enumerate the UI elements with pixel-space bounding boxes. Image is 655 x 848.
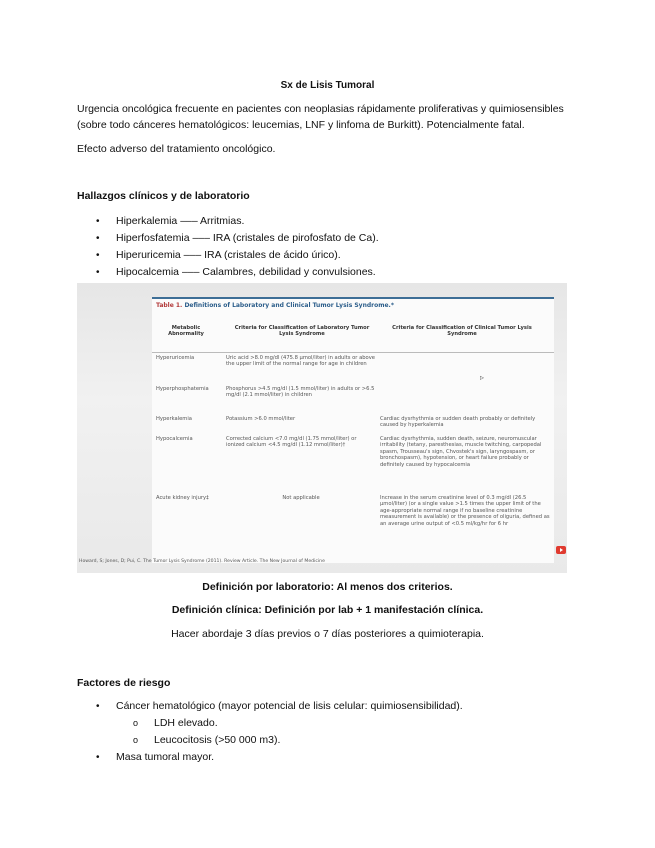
list-item: [77, 213, 379, 230]
bullet-icon: •: [96, 701, 100, 712]
hallazgos-list: [77, 213, 379, 281]
table-cell: Hyperphosphatemia: [156, 386, 209, 392]
list-item-text: Hiperkalemia ––– Arritmias.: [116, 215, 245, 227]
video-play-icon[interactable]: [556, 546, 566, 554]
table-header-laboratory: Criteria for Classification of Laboratory Tumor Lysis Syndrome: [234, 325, 370, 338]
mouse-cursor-icon: ▹: [480, 373, 485, 382]
list-item-text: LDH elevado.: [154, 717, 218, 729]
table-cell: Increase in the serum creatinine level of 0.3 mg/dl (26.5 μmol/liter) (or a single value >1.5 times the upper limit of the age-appropriate normal range if no baseline creatinine measurement is available) or the presence of oliguria, defined as an average urine output of <0.5 ml/kg/hr for 6 hr: [380, 495, 550, 527]
list-item: [77, 247, 379, 264]
list-item: [77, 698, 463, 715]
table-header-abnormality: Metabolic Abnormality: [168, 325, 204, 338]
list-item: [77, 264, 379, 281]
intro-line-2: (sobre todo cánceres hematológicos: leucemias, LNF y linfoma de Burkitt). Potencialmente fatal.: [77, 119, 525, 131]
table-number: Table 1.: [156, 302, 183, 309]
embedded-table-image: [77, 283, 567, 573]
bullet-icon: •: [96, 216, 100, 227]
table-cell: Hypocalcemia: [156, 436, 193, 442]
abordaje-text: Hacer abordaje 3 días previos o 7 días posteriores a quimioterapia.: [171, 628, 484, 640]
table-cell: Potassium >6.0 mmol/liter: [226, 416, 296, 422]
table-header-divider: [152, 352, 554, 353]
table-cell: Phosphorus >4.5 mg/dl (1.5 mmol/liter) in adults or >6.5 mg/dl (2.1 mmol/liter) in children: [226, 386, 375, 399]
sub-bullet-icon: o: [133, 718, 139, 728]
list-item-text: Cáncer hematológico (mayor potencial de lisis celular: quimiosensibilidad).: [116, 700, 463, 712]
definicion-laboratorio: Definición por laboratorio: Al menos dos criterios.: [202, 581, 453, 593]
list-item-text: Hiperuricemia ––– IRA (cristales de ácido úrico).: [116, 249, 341, 261]
list-item-text: Hiperfosfatemia ––– IRA (cristales de pirofosfato de Ca).: [116, 232, 379, 244]
tls-definitions-table: [152, 297, 554, 563]
document-title: Sx de Lisis Tumoral: [280, 80, 375, 91]
factores-list: [77, 698, 463, 766]
table-cell: Not applicable: [282, 495, 320, 501]
sub-list-item: [77, 732, 463, 749]
table-cell: Cardiac dysrhythmia, sudden death, seizure, neuromuscular irritability (tetany, paresthesias, muscle twitching, carpopedal spasm, Trousseau's sign, Chvostek's sign, laryngospasm, or bronchospasm), hypotension, or heart failure probably or definitely caused by hypocalcemia: [380, 436, 542, 468]
intro-line-3: Efecto adverso del tratamiento oncológico.: [77, 143, 276, 155]
table-caption-text: Definitions of Laboratory and Clinical Tumor Lysis Syndrome.*: [184, 302, 394, 309]
table-caption: [156, 302, 394, 309]
table-cell: Hyperuricemia: [156, 355, 195, 361]
sub-bullet-icon: o: [133, 735, 139, 745]
table-cell: Acute kidney injury‡: [156, 495, 209, 501]
list-item: [77, 230, 379, 247]
factores-sub-list: [77, 715, 463, 749]
table-cell: Cardiac dysrhythmia or sudden death probably or definitely caused by hyperkalemia: [380, 416, 536, 429]
list-item-text: Hipocalcemia ––– Calambres, debilidad y convulsiones.: [116, 266, 376, 278]
bullet-icon: •: [96, 250, 100, 261]
list-item: [77, 749, 463, 766]
bullet-icon: •: [96, 267, 100, 278]
bullet-icon: •: [96, 233, 100, 244]
table-citation: Howard, S; Jones, D; Pui, C. The Tumor Lysis Syndrome (2011). Review Article. The New Journal of Medicine: [79, 559, 325, 564]
section-heading-hallazgos: Hallazgos clínicos y de laboratorio: [77, 190, 250, 202]
list-item-text: Leucocitosis (>50 000 m3).: [154, 734, 281, 746]
sub-list-container: [77, 715, 463, 749]
intro-line-1: Urgencia oncológica frecuente en pacientes con neoplasias rápidamente proliferativas y quimiosensibles: [77, 103, 564, 115]
table-cell: Corrected calcium <7.0 mg/dl (1.75 mmol/liter) or ionized calcium <4.5 mg/dl (1.12 mmol/liter)†: [226, 436, 357, 449]
table-cell: Uric acid >8.0 mg/dl (475.8 μmol/liter) in adults or above the upper limit of the normal range for age in children: [226, 355, 375, 368]
table-cell: Hyperkalemia: [156, 416, 192, 422]
intro-paragraph: [77, 101, 597, 133]
section-heading-factores: Factores de riesgo: [77, 677, 171, 689]
definicion-clinica: Definición clínica: Definición por lab + 1 manifestación clínica.: [171, 604, 484, 616]
list-item-text: Masa tumoral mayor.: [116, 751, 215, 763]
sub-list-item: [77, 715, 463, 732]
table-header-clinical: Criteria for Classification of Clinical Tumor Lysis Syndrome: [392, 325, 532, 338]
bullet-icon: •: [96, 752, 100, 763]
